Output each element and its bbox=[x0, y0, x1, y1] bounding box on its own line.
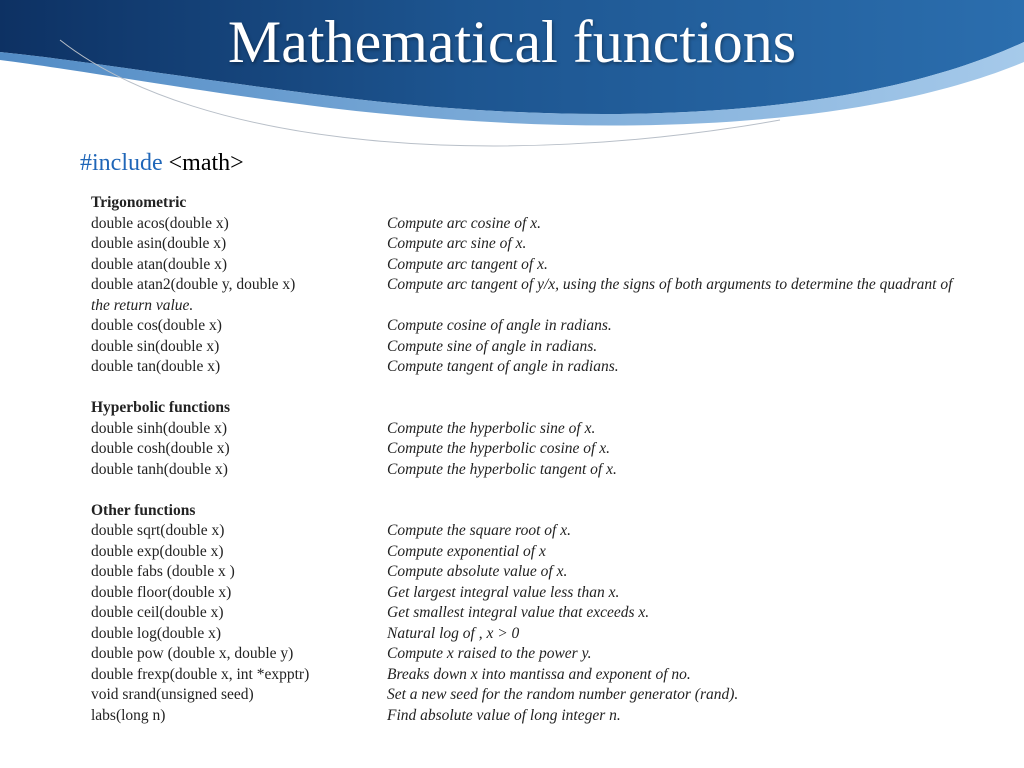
function-row bbox=[91, 644, 1001, 665]
function-row bbox=[91, 562, 1001, 583]
include-directive bbox=[80, 148, 244, 178]
function-signature: double tan(double x) bbox=[91, 358, 221, 375]
function-signature: double acos(double x) bbox=[91, 214, 229, 232]
function-row bbox=[91, 419, 1001, 440]
function-signature: double sinh(double x) bbox=[91, 419, 228, 437]
function-signature: double atan(double x) bbox=[91, 255, 228, 273]
function-description: Get largest integral value less than x. bbox=[387, 583, 620, 601]
function-signature: double fabs (double x ) bbox=[91, 563, 235, 580]
function-row bbox=[91, 275, 1001, 296]
section-heading: Other functions bbox=[91, 501, 196, 519]
function-description: Set a new seed for the random number generator (rand). bbox=[387, 686, 739, 703]
section-heading: Hyperbolic functions bbox=[91, 399, 231, 416]
function-row bbox=[91, 439, 1001, 460]
function-row bbox=[91, 665, 1001, 686]
function-description: Compute arc tangent of x. bbox=[387, 255, 548, 273]
function-signature: double asin(double x) bbox=[91, 235, 227, 252]
function-row bbox=[91, 685, 1001, 706]
function-signature: double floor(double x) bbox=[91, 583, 232, 601]
function-description: Compute arc cosine of x. bbox=[387, 214, 541, 232]
function-row bbox=[91, 460, 1001, 481]
function-description: Compute arc sine of x. bbox=[387, 235, 527, 252]
function-description: Compute the hyperbolic tangent of x. bbox=[387, 460, 617, 478]
function-description: Compute exponential of x bbox=[387, 542, 546, 560]
function-row bbox=[91, 255, 1001, 276]
include-header: <math> bbox=[168, 150, 244, 176]
function-signature: double cos(double x) bbox=[91, 317, 222, 334]
function-signature: double log(double x) bbox=[91, 624, 222, 642]
function-description-continuation: the return value. bbox=[91, 296, 194, 314]
function-description: Compute cosine of angle in radians. bbox=[387, 317, 612, 334]
function-signature: double frexp(double x, int *expptr) bbox=[91, 665, 310, 683]
function-description: Natural log of , x > 0 bbox=[387, 624, 520, 642]
function-description: Compute arc tangent of y/x, using the signs of both arguments to determine the quadrant of bbox=[387, 276, 953, 293]
function-signature: labs(long n) bbox=[91, 706, 166, 724]
function-description: Breaks down x into mantissa and exponent of no. bbox=[387, 665, 691, 683]
function-list bbox=[91, 193, 1001, 726]
function-signature: double ceil(double x) bbox=[91, 604, 224, 621]
function-row bbox=[91, 214, 1001, 235]
function-signature: double exp(double x) bbox=[91, 542, 224, 560]
function-row bbox=[91, 234, 1001, 255]
function-signature: double sin(double x) bbox=[91, 337, 220, 355]
function-row bbox=[91, 603, 1001, 624]
function-description: Compute sine of angle in radians. bbox=[387, 337, 598, 355]
section-spacer bbox=[91, 378, 1001, 399]
section-spacer bbox=[91, 480, 1001, 501]
function-signature: double pow (double x, double y) bbox=[91, 645, 294, 662]
function-row bbox=[91, 316, 1001, 337]
function-signature: void srand(unsigned seed) bbox=[91, 686, 254, 703]
function-signature: double cosh(double x) bbox=[91, 440, 230, 457]
function-signature: double sqrt(double x) bbox=[91, 522, 225, 539]
function-description: Compute absolute value of x. bbox=[387, 563, 568, 580]
function-description: Compute x raised to the power y. bbox=[387, 645, 592, 662]
section-heading: Trigonometric bbox=[91, 194, 187, 211]
function-row bbox=[91, 337, 1001, 358]
slide-title: Mathematical functions bbox=[227, 9, 797, 75]
function-description: Find absolute value of long integer n. bbox=[387, 706, 621, 724]
function-signature: double atan2(double y, double x) bbox=[91, 276, 296, 293]
function-row bbox=[91, 542, 1001, 563]
function-description: Compute tangent of angle in radians. bbox=[387, 358, 619, 375]
function-row bbox=[91, 521, 1001, 542]
include-keyword: #include bbox=[80, 150, 163, 176]
function-row bbox=[91, 624, 1001, 645]
function-description: Compute the square root of x. bbox=[387, 522, 571, 539]
function-row bbox=[91, 706, 1001, 727]
function-signature: double tanh(double x) bbox=[91, 460, 228, 478]
function-description: Compute the hyperbolic cosine of x. bbox=[387, 440, 610, 457]
function-row bbox=[91, 357, 1001, 378]
function-description: Compute the hyperbolic sine of x. bbox=[387, 419, 596, 437]
function-row bbox=[91, 583, 1001, 604]
function-description: Get smallest integral value that exceeds x. bbox=[387, 604, 650, 621]
